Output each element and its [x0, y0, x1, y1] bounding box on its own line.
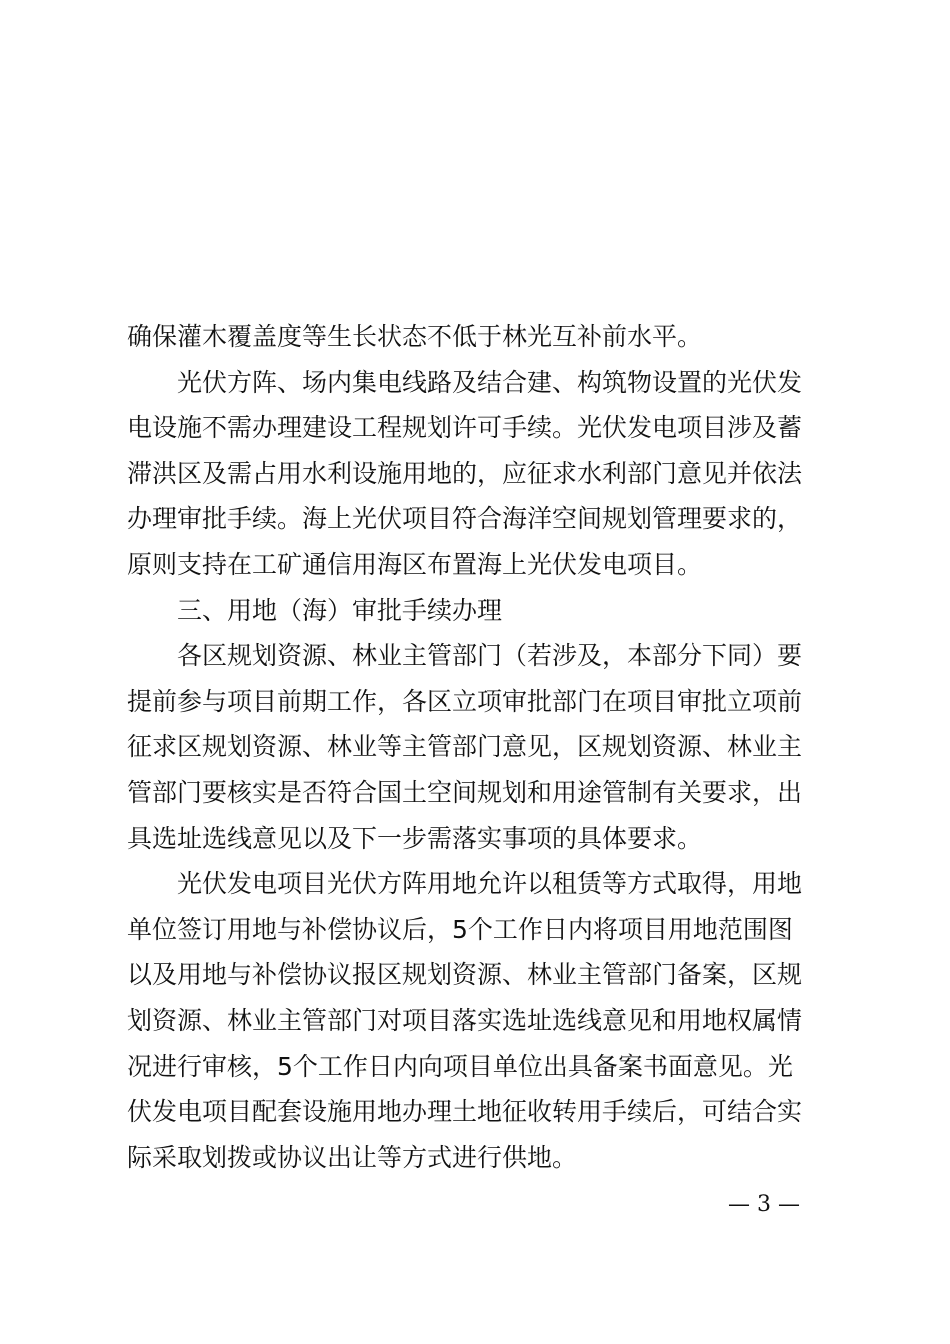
paragraph-planning-departments [127, 633, 835, 861]
paragraph-land-use-lease [127, 861, 835, 1180]
text-line: 伏发电项目配套设施用地办理土地征收转用手续后，可结合实 [127, 1097, 803, 1127]
text-line: 提前参与项目前期工作，各区立项审批部门在项目审批立项前 [127, 686, 803, 716]
paragraph-continuation [127, 314, 835, 360]
text-line: 原则支持在工矿通信用海区布置海上光伏发电项目。 [127, 549, 703, 579]
text-line: 征求区规划资源、林业等主管部门意见，区规划资源、林业主 [127, 732, 803, 762]
text-line: 单位签订用地与补偿协议后，5个工作日内将项目用地范围图 [127, 914, 793, 944]
text-line: 际采取划拨或协议出让等方式进行供地。 [127, 1142, 578, 1172]
text-line: 具选址选线意见以及下一步需落实事项的具体要求。 [127, 823, 703, 853]
paragraph-pv-facilities [127, 360, 835, 588]
text-line: 滞洪区及需占用水利设施用地的，应征求水利部门意见并依法 [127, 458, 803, 488]
text-line: 况进行审核，5个工作日内向项目单位出具备案书面意见。光 [127, 1051, 793, 1081]
text-line: 办理审批手续。海上光伏项目符合海洋空间规划管理要求的， [127, 504, 803, 534]
text-line: 管部门要核实是否符合国土空间规划和用途管制有关要求，出 [127, 777, 803, 807]
text-line: 划资源、林业主管部门对项目落实选址选线意见和用地权属情 [127, 1005, 803, 1035]
text-line: 电设施不需办理建设工程规划许可手续。光伏发电项目涉及蓄 [127, 413, 803, 443]
text-line: 各区规划资源、林业主管部门（若涉及，本部分下同）要 [177, 641, 803, 671]
document-body [127, 314, 835, 1180]
section-heading: 三、用地（海）审批手续办理 [177, 595, 503, 625]
text-line: 光伏发电项目光伏方阵用地允许以租赁等方式取得，用地 [177, 869, 803, 899]
text-line: 光伏方阵、场内集电线路及结合建、构筑物设置的光伏发 [177, 367, 803, 397]
page-number: — 3 — [728, 1192, 800, 1217]
text-line: 以及用地与补偿协议报区规划资源、林业主管部门备案，区规 [127, 960, 803, 990]
text-line: 确保灌木覆盖度等生长状态不低于林光互补前水平。 [127, 322, 703, 351]
